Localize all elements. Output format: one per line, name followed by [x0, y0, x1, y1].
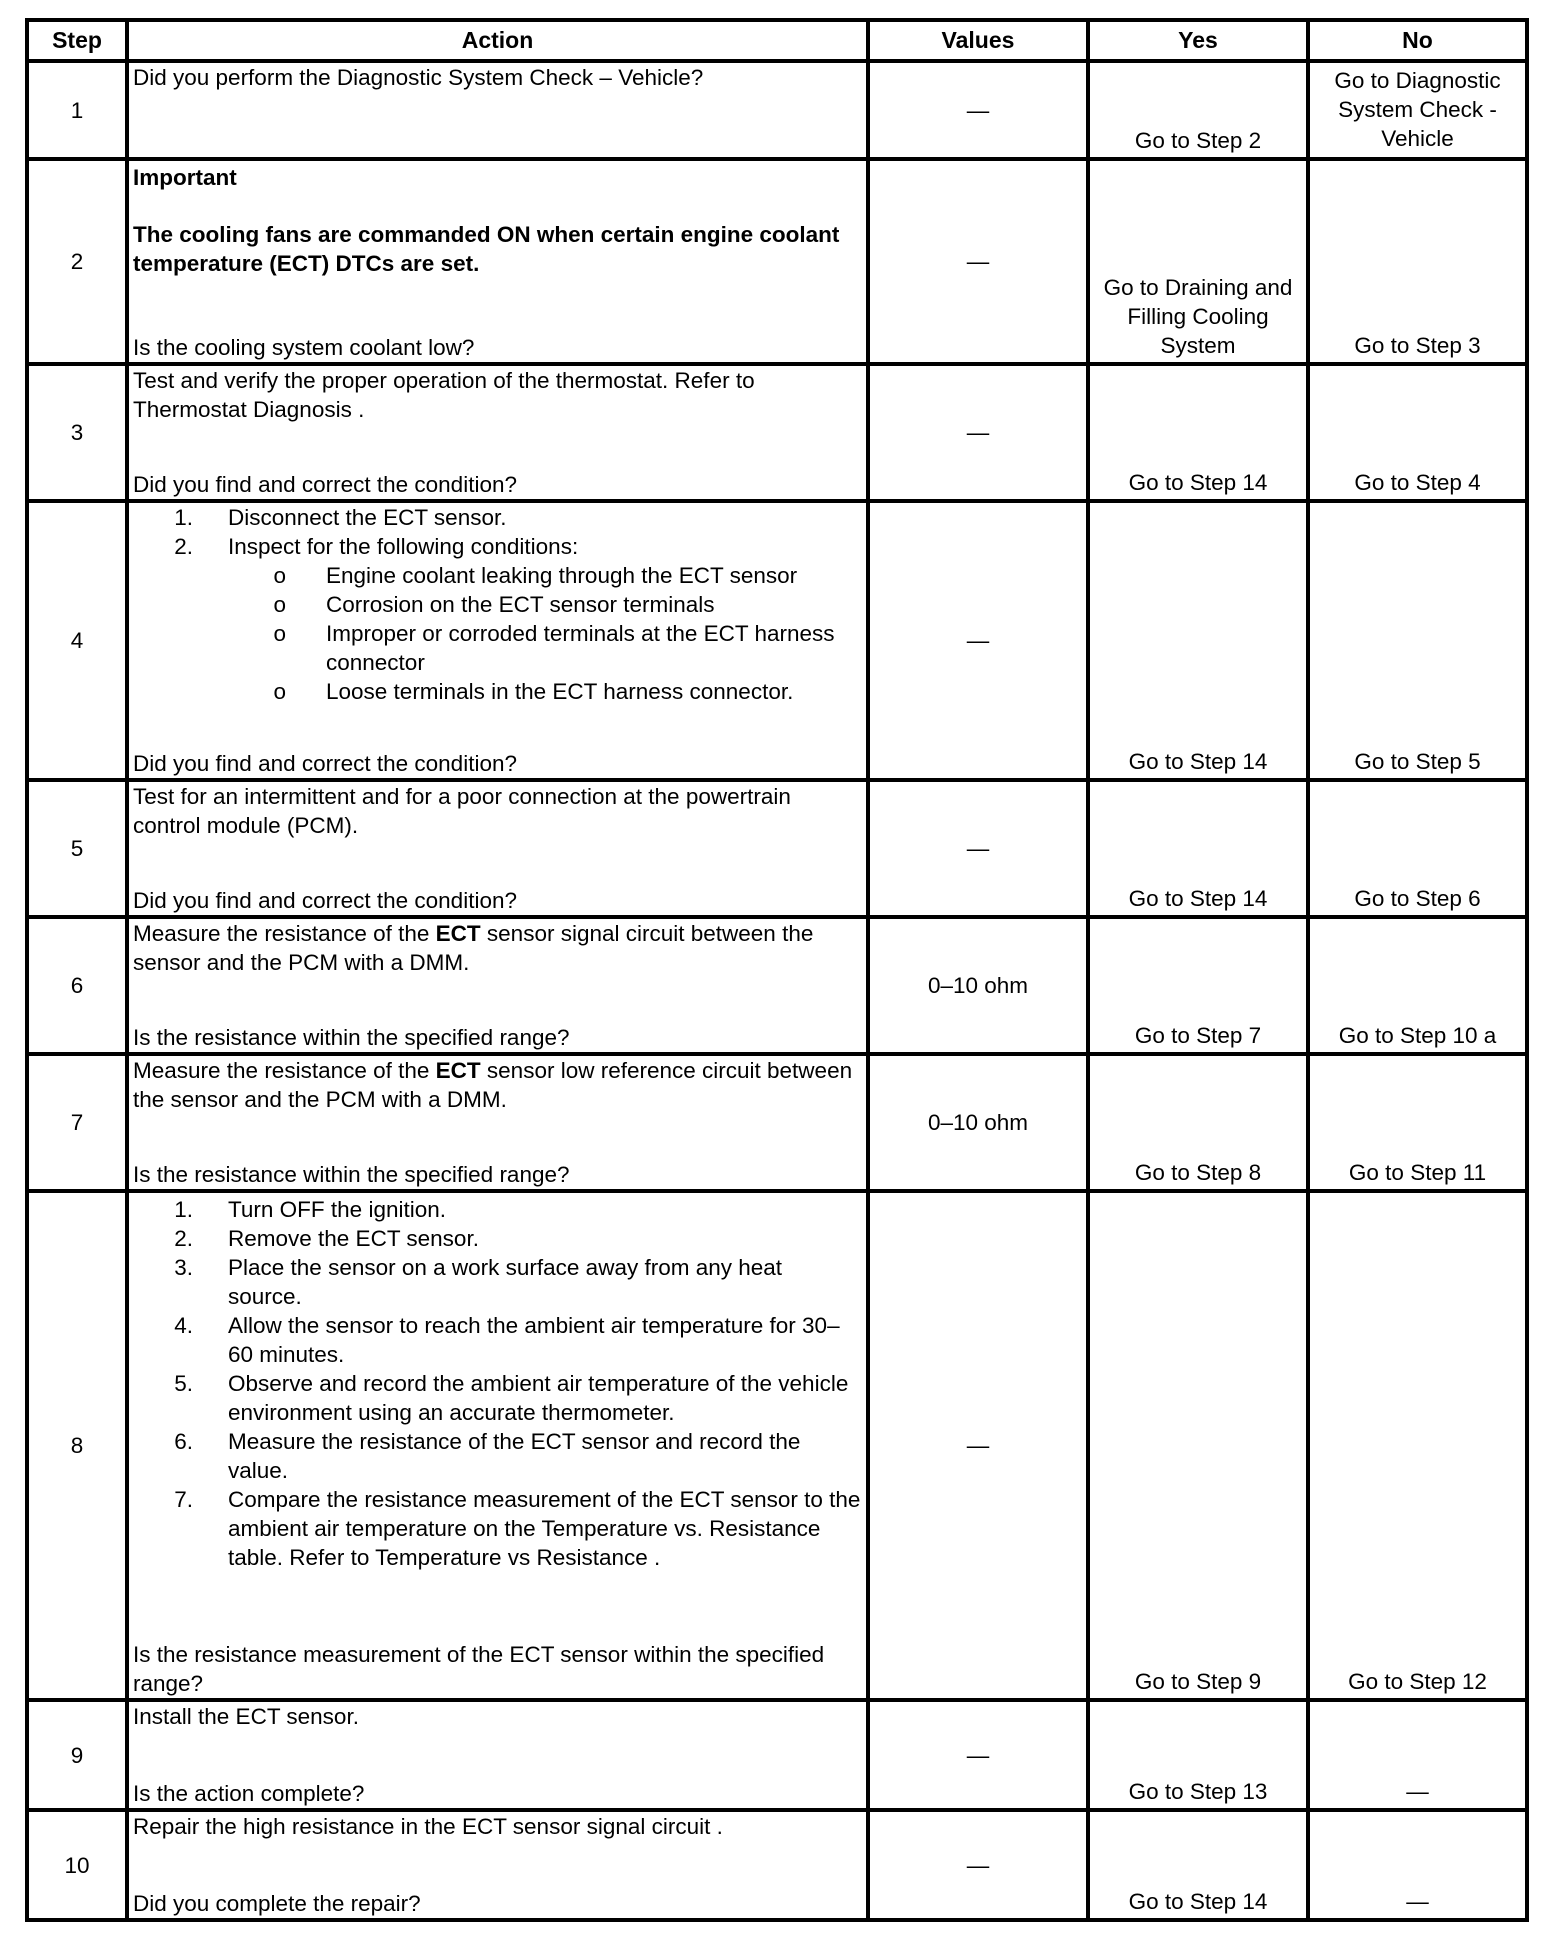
yes-cell: Go to Step 14 [1088, 1810, 1308, 1920]
list-item: 1. Turn OFF the ignition. [174, 1197, 447, 1222]
table-row [27, 917, 1527, 1054]
no-cell: Go to Step 10 a [1308, 917, 1527, 1054]
action-cell [127, 1054, 868, 1191]
numbered-list [133, 503, 862, 561]
header-row [27, 20, 1527, 61]
action-question: Did you find and correct the condition? [133, 888, 517, 913]
no-cell: Go to Step 4 [1308, 364, 1527, 501]
list-item: 3. Place the sensor on a work surface away from any heat source. [174, 1255, 783, 1309]
values-cell: — [868, 780, 1088, 917]
action-question: Is the cooling system coolant low? [133, 335, 475, 360]
yes-cell: Go to Step 14 [1088, 501, 1308, 780]
values-cell: — [868, 159, 1088, 364]
action-question: Is the action complete? [133, 1781, 365, 1806]
header-no: No [1308, 20, 1527, 61]
header-yes: Yes [1088, 20, 1308, 61]
values-cell: — [868, 364, 1088, 501]
action-question: Did you complete the repair? [133, 1891, 421, 1916]
values-cell: — [868, 501, 1088, 780]
important-heading: Important [133, 165, 237, 190]
important-text: The cooling fans are commanded ON when certain engine coolant temperature (ECT) DTCs are set. [133, 222, 840, 276]
no-cell: Go to Step 12 [1308, 1191, 1527, 1700]
no-cell: Go to Step 5 [1308, 501, 1527, 780]
header-action: Action [127, 20, 868, 61]
list-item: 4. Allow the sensor to reach the ambient air temperature for 30–60 minutes. [174, 1313, 840, 1367]
table-row [27, 1054, 1527, 1191]
action-text: Did you perform the Diagnostic System Check – Vehicle? [133, 65, 704, 90]
values-cell: — [868, 1700, 1088, 1810]
step-number: 10 [27, 1810, 127, 1920]
action-question: Is the resistance measurement of the ECT sensor within the specified range? [133, 1642, 825, 1696]
table-row [27, 501, 1527, 780]
step-number: 2 [27, 159, 127, 364]
yes-cell: Go to Step 2 [1088, 61, 1308, 159]
list-item: o Engine coolant leaking through the ECT sensor [273, 563, 798, 588]
yes-cell: Go to Step 13 [1088, 1700, 1308, 1810]
step-number: 5 [27, 780, 127, 917]
bullet-list [133, 561, 862, 706]
list-item: 7. Compare the resistance measurement of the ECT sensor to the ambient air temperature on the Temperature vs. Resistance table. Refer to Temperature vs Resistance . [174, 1487, 861, 1570]
yes-cell: Go to Step 8 [1088, 1054, 1308, 1191]
table-row [27, 61, 1527, 159]
step-number: 4 [27, 501, 127, 780]
action-cell [127, 780, 868, 917]
step-number: 1 [27, 61, 127, 159]
action-cell [127, 1810, 868, 1920]
table-row [27, 1191, 1527, 1700]
action-cell [127, 1191, 868, 1700]
no-cell: — [1308, 1810, 1527, 1920]
values-cell: — [868, 1191, 1088, 1700]
yes-cell: Go to Step 7 [1088, 917, 1308, 1054]
step-number: 3 [27, 364, 127, 501]
values-cell: — [868, 1810, 1088, 1920]
list-item: o Improper or corroded terminals at the ECT harness connector [273, 621, 835, 675]
no-cell: Go to Diagnostic System Check - Vehicle [1308, 61, 1527, 159]
yes-cell: Go to Draining and Filling Cooling System [1088, 159, 1308, 364]
action-question: Did you find and correct the condition? [133, 751, 517, 776]
action-cell [127, 364, 868, 501]
yes-cell: Go to Step 14 [1088, 780, 1308, 917]
values-cell: 0–10 ohm [868, 917, 1088, 1054]
list-item: 2. Remove the ECT sensor. [174, 1226, 479, 1251]
no-cell: — [1308, 1700, 1527, 1810]
yes-cell: Go to Step 9 [1088, 1191, 1308, 1700]
diagnostic-table [25, 18, 1529, 1922]
step-number: 7 [27, 1054, 127, 1191]
table-row [27, 1810, 1527, 1920]
action-cell [127, 1700, 868, 1810]
list-item: o Loose terminals in the ECT harness connector. [273, 679, 794, 704]
action-question: Did you find and correct the condition? [133, 472, 517, 497]
numbered-list [133, 1195, 862, 1572]
action-text: Measure the resistance of the ECT sensor low reference circuit between the sensor and the PCM with a DMM. [133, 1058, 853, 1112]
action-text: Install the ECT sensor. [133, 1704, 359, 1729]
yes-cell: Go to Step 14 [1088, 364, 1308, 501]
table-row [27, 364, 1527, 501]
action-cell [127, 917, 868, 1054]
header-step: Step [27, 20, 127, 61]
action-text: Test for an intermittent and for a poor connection at the powertrain control module (PCM). [133, 784, 791, 838]
action-text: Repair the high resistance in the ECT sensor signal circuit . [133, 1814, 723, 1839]
list-item: o Corrosion on the ECT sensor terminals [273, 592, 715, 617]
header-values: Values [868, 20, 1088, 61]
action-cell [127, 501, 868, 780]
action-question: Is the resistance within the specified range? [133, 1162, 570, 1187]
list-item: 5. Observe and record the ambient air temperature of the vehicle environment using an accurate thermometer. [174, 1371, 849, 1425]
action-text: Test and verify the proper operation of the thermostat. Refer to Thermostat Diagnosis . [133, 368, 755, 422]
values-cell: 0–10 ohm [868, 1054, 1088, 1191]
list-item: 2. Inspect for the following conditions: [174, 534, 579, 559]
list-item: 6. Measure the resistance of the ECT sensor and record the value. [174, 1429, 801, 1483]
action-cell [127, 61, 868, 159]
table-row [27, 780, 1527, 917]
step-number: 8 [27, 1191, 127, 1700]
list-item: 1. Disconnect the ECT sensor. [174, 505, 507, 530]
table-row [27, 1700, 1527, 1810]
no-cell: Go to Step 11 [1308, 1054, 1527, 1191]
action-text: Measure the resistance of the ECT sensor signal circuit between the sensor and the PCM with a DMM. [133, 921, 814, 975]
step-number: 6 [27, 917, 127, 1054]
action-cell [127, 159, 868, 364]
table-row [27, 159, 1527, 364]
no-cell: Go to Step 6 [1308, 780, 1527, 917]
values-cell: — [868, 61, 1088, 159]
action-question: Is the resistance within the specified range? [133, 1025, 570, 1050]
step-number: 9 [27, 1700, 127, 1810]
no-cell: Go to Step 3 [1308, 159, 1527, 364]
